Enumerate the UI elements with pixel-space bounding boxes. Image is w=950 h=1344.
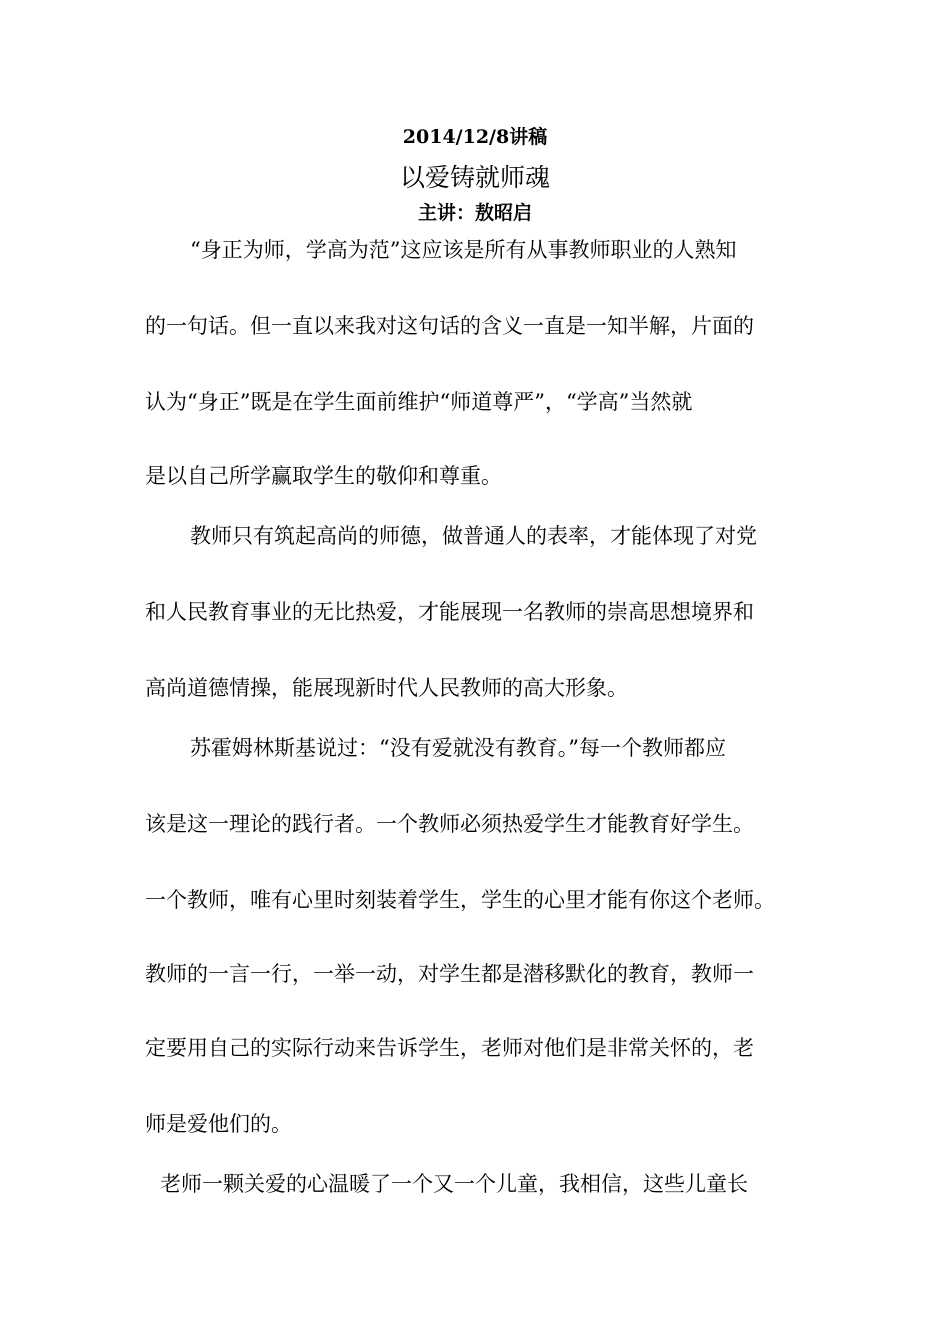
text-line: 老师一颗关爱的心温暖了一个又一个儿童，我相信，这些儿童长 (160, 1172, 748, 1196)
text-line: 认为“身正”既是在学生面前维护“师道尊严”，“学高”当然就 (145, 390, 693, 414)
text-line: 师是爱他们的。 (145, 1112, 292, 1136)
text-line: 的一句话。但一直以来我对这句话的含义一直是一知半解，片面的 (145, 314, 754, 338)
text-line: 该是这一理论的践行者。一个教师必须热爱学生才能教育好学生。 (145, 812, 754, 836)
text-line: 是以自己所学赢取学生的敬仰和尊重。 (145, 464, 502, 488)
author-line: 主讲：敖昭启 (417, 202, 532, 224)
text-line: 高尚道德情操，能展现新时代人民教师的高大形象。 (145, 676, 628, 700)
text-line: 教师的一言一行，一举一动，对学生都是潜移默化的教育，教师一 (145, 962, 754, 986)
date-line: 2014/12/8讲稿 (402, 126, 548, 148)
text-line: 和人民教育事业的无比热爱，才能展现一名教师的崇高思想境界和 (145, 600, 754, 624)
text-line: 一个教师，唯有心里时刻装着学生，学生的心里才能有你这个老师。 (145, 888, 775, 912)
text-line: 苏霍姆林斯基说过：“没有爱就没有教育。”每一个教师都应 (190, 736, 726, 760)
text-line: 教师只有筑起高尚的师德，做普通人的表率，才能体现了对党 (190, 524, 757, 548)
page-title: 以爱铸就师魂 (399, 163, 550, 192)
text-line: 定要用自己的实际行动来告诉学生，老师对他们是非常关怀的，老 (145, 1036, 754, 1060)
text-line: “身正为师，学高为范”这应该是所有从事教师职业的人熟知 (190, 238, 737, 262)
